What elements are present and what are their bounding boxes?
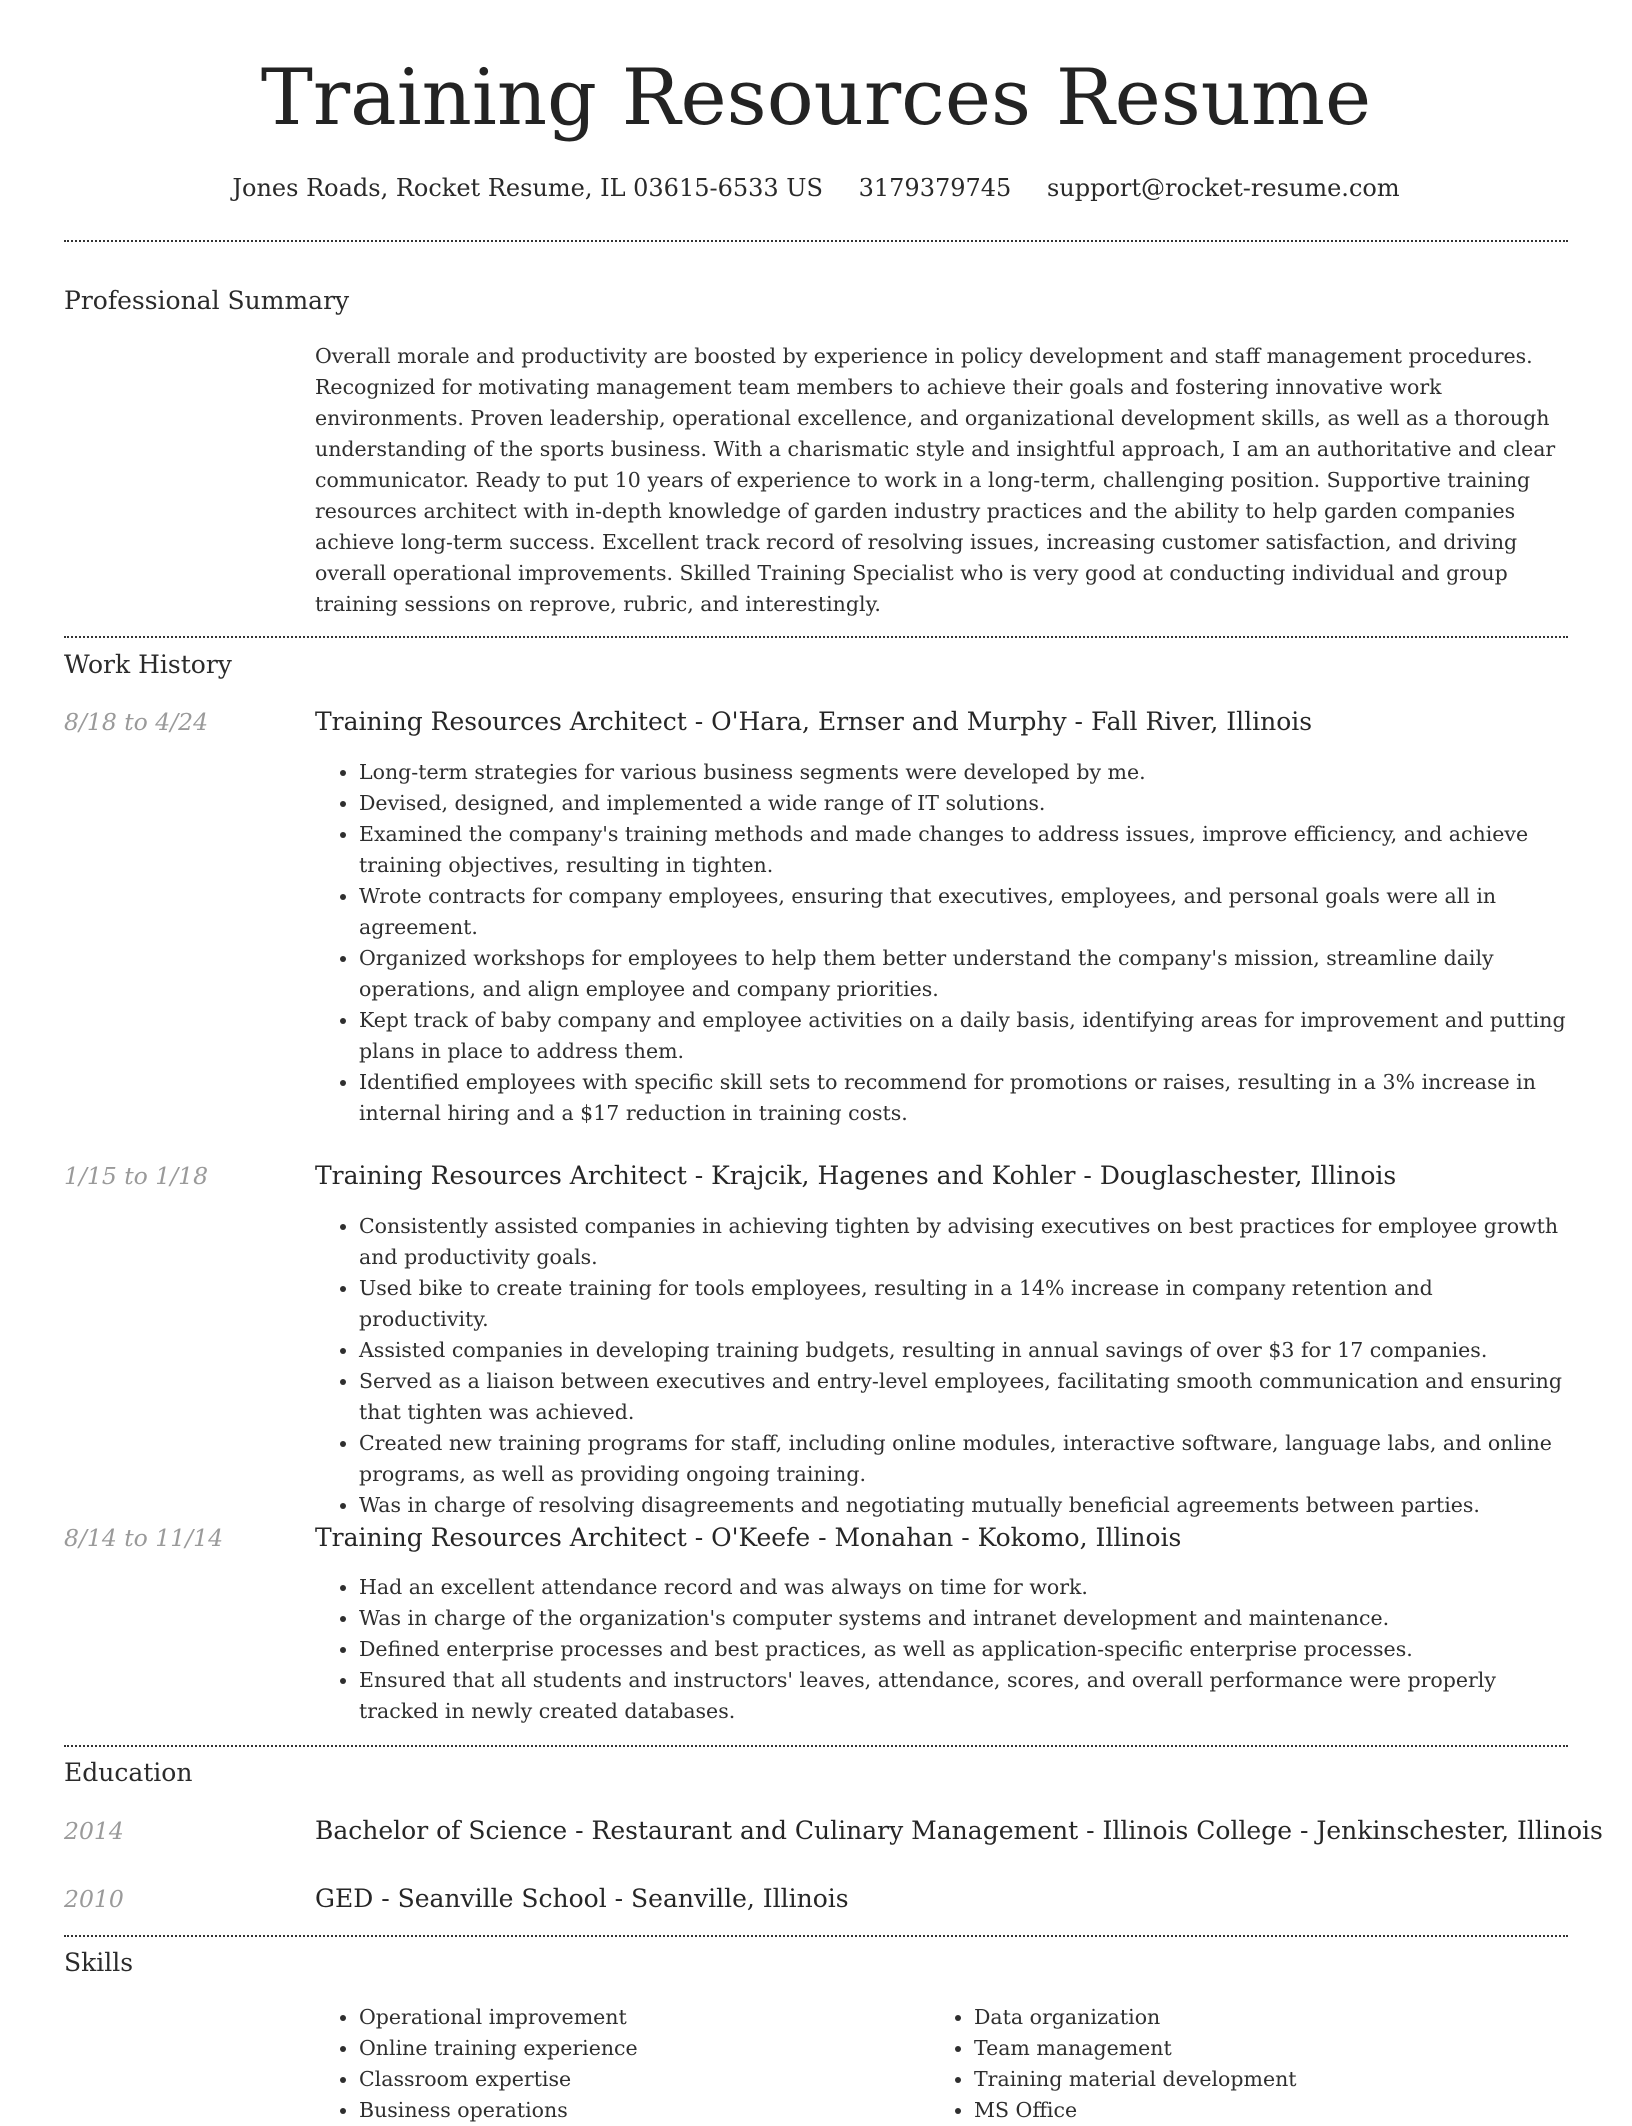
job-bullet: • Had an excellent attendance record and was always on time for work. (359, 1572, 1568, 1603)
contact-email: support@rocket-resume.com (1046, 174, 1400, 202)
section-title-education: Education (64, 1758, 193, 1787)
skills-list-right (930, 2002, 1297, 2126)
job-bullets (315, 1572, 1568, 1727)
job-bullet: • Defined enterprise processes and best practices, as well as application-specific enterprise processes. (359, 1634, 1568, 1665)
job-bullet: • Assisted companies in developing training budgets, resulting in annual savings of over $3 for 17 companies. (359, 1335, 1568, 1366)
skill-item: • Online training experience (359, 2033, 638, 2064)
job-bullet: • Served as a liaison between executives and entry-level employees, facilitating smooth communication and ensuring that tighten was achieved. (359, 1366, 1568, 1428)
skill-item: • Classroom expertise (359, 2064, 638, 2095)
job-dates: 1/15 to 1/18 (64, 1162, 209, 1190)
job-bullet: • Created new training programs for staff, including online modules, interactive software, language labs, and online programs, as well as providing ongoing training. (359, 1428, 1568, 1490)
job-bullet: • Organized workshops for employees to help them better understand the company's mission, streamline daily operations, and align employee and company priorities. (359, 943, 1568, 1005)
job-title: Training Resources Architect - O'Keefe - Monahan - Kokomo, Illinois (315, 1523, 1182, 1552)
section-title-work-history: Work History (64, 650, 232, 679)
skill-item: • Training material development (974, 2064, 1297, 2095)
skill-item: • Team management (974, 2033, 1297, 2064)
section-title-skills: Skills (64, 1948, 134, 1977)
skills-list-left (315, 2002, 638, 2126)
contact-phone: 3179379745 (858, 174, 1012, 202)
divider (64, 1745, 1568, 1747)
job-bullet: • Identified employees with specific skill sets to recommend for promotions or raises, resulting in a 3% increase in internal hiring and a $17 reduction in training costs. (359, 1067, 1568, 1129)
summary-text: Overall morale and productivity are boosted by experience in policy development and staff management procedures. Recognized for motivating management team members to achieve their goals and fostering innovative work environments. Proven leadership, operational excellence, and organizational development skills, as well as a thorough understanding of the sports business. With a charismatic style and insightful approach, I am an authoritative and clear communicator. Ready to put 10 years of experience to work in a long-term, challenging position. Supportive training resources architect with in-depth knowledge of garden industry practices and the ability to help garden companies achieve long-term success. Excellent track record of resolving issues, increasing customer satisfaction, and driving overall operational improvements. Skilled Training Specialist who is very good at conducting individual and group training sessions on reprove, rubric, and interestingly. (315, 344, 1556, 616)
divider (64, 240, 1568, 242)
job-dates: 8/14 to 11/14 (64, 1524, 224, 1552)
section-title-summary: Professional Summary (64, 286, 350, 315)
divider (64, 636, 1568, 638)
skill-item: • Business operations (359, 2095, 638, 2126)
job-dates: 8/18 to 4/24 (64, 708, 209, 736)
job-bullets (315, 757, 1568, 1129)
job-title: Training Resources Architect - Krajcik, Hagenes and Kohler - Douglaschester, Illinois (315, 1161, 1397, 1190)
divider (64, 1935, 1568, 1937)
job-bullets (315, 1211, 1568, 1521)
contact-line (0, 172, 1632, 204)
job-bullet: • Ensured that all students and instructors' leaves, attendance, scores, and overall performance were properly tracked in newly created databases. (359, 1665, 1568, 1727)
education-year: 2010 (64, 1885, 124, 1913)
skill-item: • MS Office (974, 2095, 1297, 2126)
education-year: 2014 (64, 1817, 124, 1845)
education-entry: GED - Seanville School - Seanville, Illinois (315, 1884, 849, 1913)
job-bullet: • Consistently assisted companies in achieving tighten by advising executives on best practices for employee growth and productivity goals. (359, 1211, 1568, 1273)
job-bullet: • Long-term strategies for various business segments were developed by me. (359, 757, 1568, 788)
resume-title: Training Resources Resume (260, 53, 1372, 143)
job-bullet: • Devised, designed, and implemented a wide range of IT solutions. (359, 788, 1568, 819)
job-bullet: • Was in charge of the organization's computer systems and intranet development and maintenance. (359, 1603, 1568, 1634)
skill-item: • Operational improvement (359, 2002, 638, 2033)
job-bullet: • Kept track of baby company and employee activities on a daily basis, identifying areas for improvement and putting plans in place to address them. (359, 1005, 1568, 1067)
education-entry: Bachelor of Science - Restaurant and Culinary Management - Illinois College - Jenkinschester, Illinois (315, 1816, 1603, 1845)
job-bullet: • Used bike to create training for tools employees, resulting in a 14% increase in company retention and productivity. (359, 1273, 1568, 1335)
job-title: Training Resources Architect - O'Hara, Ernser and Murphy - Fall River, Illinois (315, 707, 1313, 736)
contact-address: Jones Roads, Rocket Resume, IL 03615-6533 US (232, 174, 823, 202)
skill-item: • Data organization (974, 2002, 1297, 2033)
job-bullet: • Was in charge of resolving disagreements and negotiating mutually beneficial agreements between parties. (359, 1490, 1568, 1521)
job-bullet: • Examined the company's training methods and made changes to address issues, improve efficiency, and achieve training objectives, resulting in tighten. (359, 819, 1568, 881)
job-bullet: • Wrote contracts for company employees, ensuring that executives, employees, and personal goals were all in agreement. (359, 881, 1568, 943)
